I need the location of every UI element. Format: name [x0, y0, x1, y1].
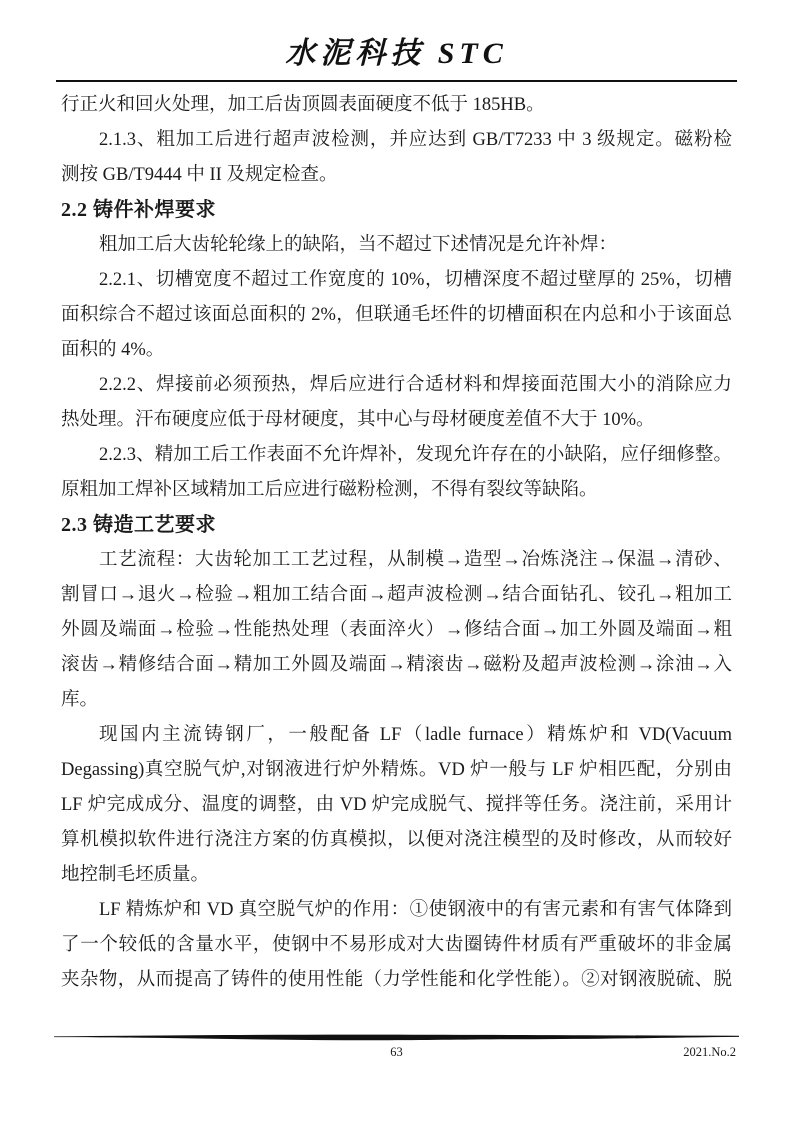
text-line: 粗加工后大齿轮轮缘上的缺陷，当不超过下述情况是允许补焊：	[99, 235, 618, 255]
text-line: 2.1.3、粗加工后进行超声波检测，并应达到 GB/T7233 中 3 级规定。磁粉检	[99, 130, 732, 150]
text-line: 热处理。汗布硬度应低于母材硬度，其中心与母材硬度差值不大于 10%。	[61, 410, 655, 430]
text-line: 地控制毛坯质量。	[61, 865, 210, 885]
page-number: 63	[390, 1045, 403, 1059]
text-line: 测按 GB/T9444 中 II 及规定检查。	[61, 165, 338, 185]
document-body	[61, 88, 732, 998]
text-line: 割冒口→退火→检验→粗加工结合面→超声波检测→结合面钻孔、铰孔→粗加工	[61, 585, 732, 605]
text-line: 面积综合不超过该面总面积的 2%，但联通毛坯件的切槽面积在内总和小于该面总	[61, 305, 732, 325]
text-line: 2.2.3、精加工后工作表面不允许焊补，发现允许存在的小缺陷，应仔细修整。	[99, 445, 732, 465]
section-heading-2-2: 2.2 铸件补焊要求	[61, 199, 216, 221]
page-footer	[54, 1033, 739, 1061]
text-line: 面积的 4%。	[61, 340, 165, 360]
text-line: LF 精炼炉和 VD 真空脱气炉的作用：①使钢液中的有害元素和有害气体降到	[99, 900, 732, 920]
journal-title: 水泥科技 STC	[285, 37, 508, 70]
text-line: 2.2.1、切槽宽度不超过工作宽度的 10%，切槽深度不超过壁厚的 25%，切槽	[99, 270, 732, 290]
text-line: 夹杂物，从而提高了铸件的使用性能（力学性能和化学性能）。②对钢液脱硫、脱	[61, 970, 732, 990]
text-line: LF 炉完成成分、温度的调整，由 VD 炉完成脱气、搅拌等任务。浇注前，采用计	[61, 795, 732, 815]
text-line: 滚齿→精修结合面→精加工外圆及端面→精滚齿→磁粉及超声波检测→涂油→入	[61, 655, 732, 675]
footer-row	[54, 1043, 739, 1061]
issue-number: 2021.No.2	[683, 1045, 736, 1059]
text-line: 库。	[61, 690, 99, 710]
footer-rule	[54, 1033, 739, 1042]
text-line: 原粗加工焊补区域精加工后应进行磁粉检测，不得有裂纹等缺陷。	[61, 480, 598, 500]
section-heading-2-3: 2.3 铸造工艺要求	[61, 514, 216, 536]
text-line: Degassing)真空脱气炉,对钢液进行炉外精炼。VD 炉一般与 LF 炉相匹配，分别由	[61, 760, 732, 780]
text-line: 了一个较低的含量水平，使钢中不易形成对大齿圈铸件材质有严重破坏的非金属	[61, 935, 732, 955]
text-line: 现国内主流铸钢厂，一般配备 LF（ladle furnace）精炼炉和 VD(Vacuum	[99, 725, 732, 745]
text-line: 2.2.2、焊接前必须预热，焊后应进行合适材料和焊接面范围大小的消除应力	[99, 375, 732, 395]
text-line: 行正火和回火处理，加工后齿顶圆表面硬度不低于 185HB。	[61, 95, 545, 115]
text-line: 外圆及端面→检验→性能热处理（表面淬火）→修结合面→加工外圆及端面→粗	[61, 620, 732, 640]
journal-header	[56, 0, 737, 82]
text-line: 工艺流程：大齿轮加工工艺过程，从制模→造型→冶炼浇注→保温→清砂、	[99, 550, 732, 570]
header-rule	[56, 80, 737, 82]
text-line: 算机模拟软件进行浇注方案的仿真模拟，以便对浇注模型的及时修改，从而较好	[61, 830, 732, 850]
